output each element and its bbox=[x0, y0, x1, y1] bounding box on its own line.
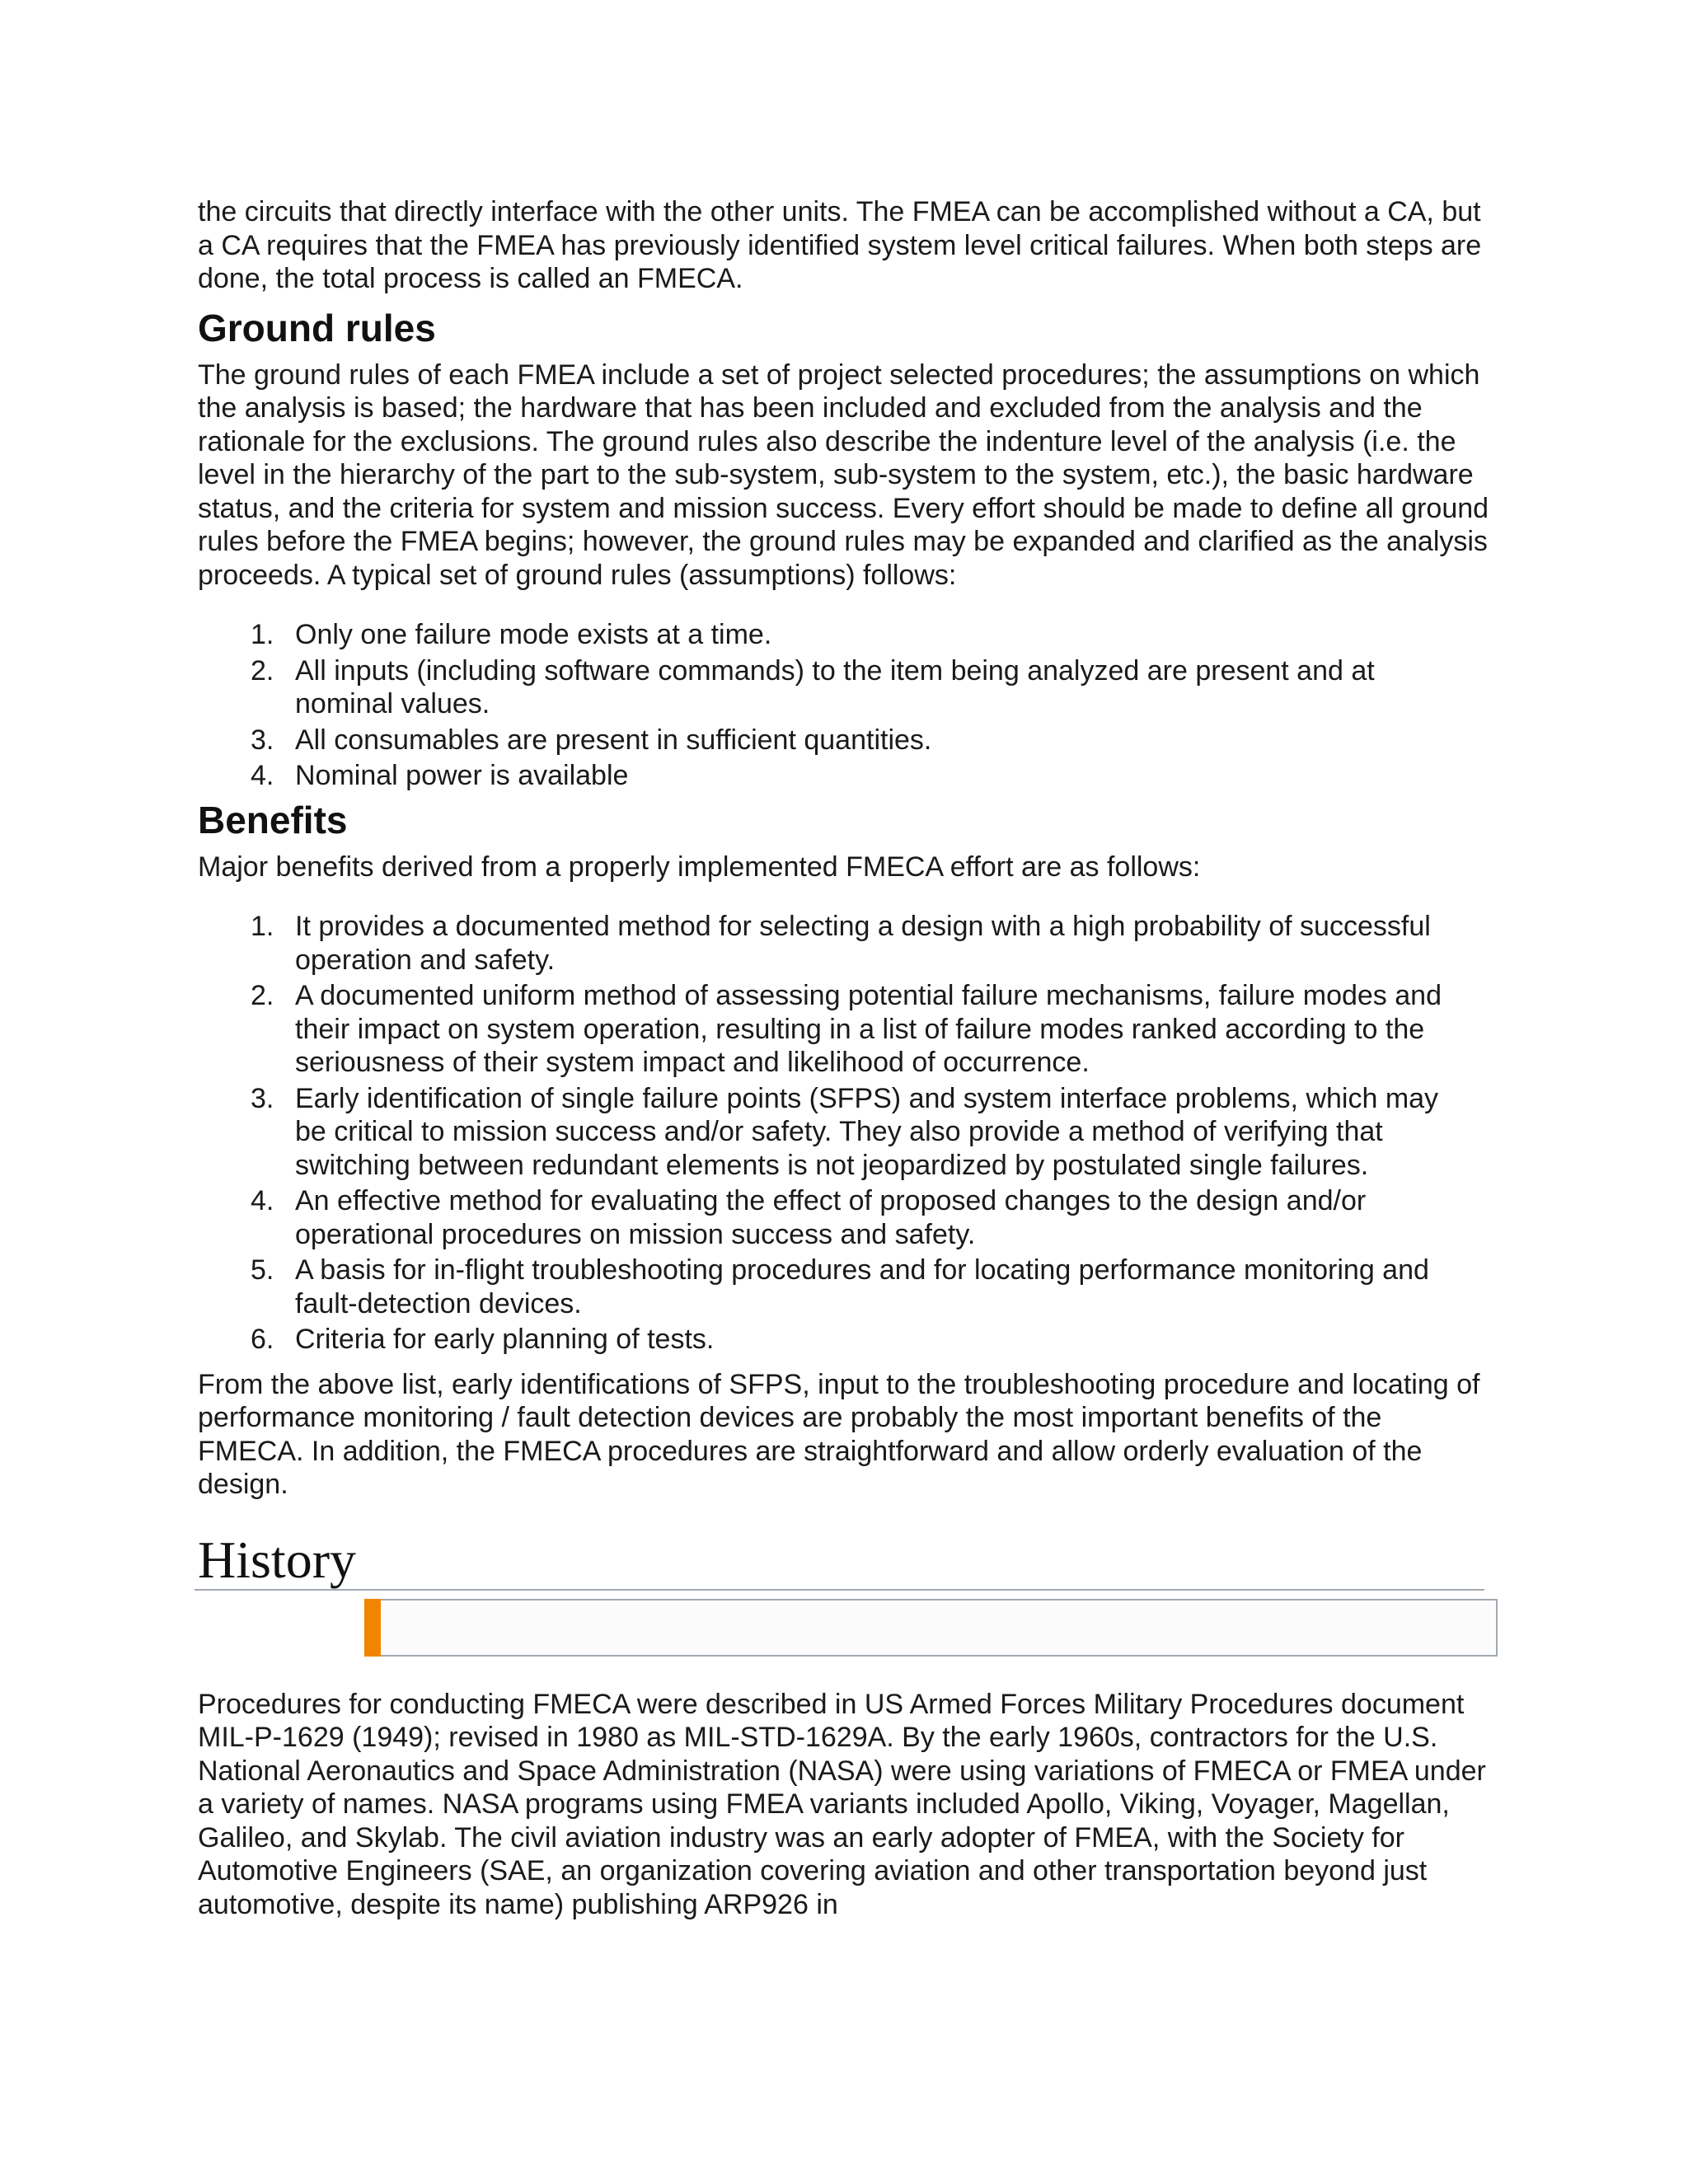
list-item: 6. Criteria for early planning of tests. bbox=[251, 1324, 715, 1355]
benefits-heading: Benefits bbox=[198, 798, 348, 841]
history-section bbox=[198, 1531, 1500, 1922]
list-item: 1. It provides a documented method for selecting a design with a high probability of successful operation and safety. bbox=[251, 911, 1431, 976]
list-item: 4. Nominal power is available bbox=[251, 760, 629, 791]
list-item: 3. All consumables are present in sufficient quantities. bbox=[251, 724, 932, 756]
benefits-conclusion: From the above list, early identifications of SFPS, input to the troubleshooting procedure and locating of performance monitoring / fault detection devices are probably the most important benefits of the FMECA. In addition, the FMECA procedures are straightforward and allow orderly evaluation of the design. bbox=[198, 1368, 1480, 1500]
ground-rules-paragraph: The ground rules of each FMEA include a set of project selected procedures; the assumptions on which the analysis is based; the hardware that has been included and excluded from the analysis and the rationale for the exclusions. The ground rules also describe the indenture level of the analysis (i.e. the level in the hierarchy of the part to the sub-system, sub-system to the system, etc.), the basic hardware status, and the criteria for system and mission success. Every effort should be made to define all ground rules before the FMEA begins; however, the ground rules may be expanded and clarified as the analysis proceeds. A typical set of ground rules (assumptions) follows: bbox=[198, 359, 1489, 591]
history-paragraph: Procedures for conducting FMECA were described in US Armed Forces Military Procedures document MIL-P-1629 (1949); revised in 1980 as MIL-STD-1629A. By the early 1960s, contractors for the U.S. National Aeronautics and Space Administration (NASA) were using variations of FMECA or FMEA under a variety of names. NASA programs using FMEA variants included Apollo, Viking, Voyager, Magellan, Galileo, and Skylab. The civil aviation industry was an early adopter of FMEA, with the Society for Automotive Engineers (SAE, an organization covering aviation and other transportation beyond just automotive, despite its name) publishing ARP926 in bbox=[198, 1688, 1486, 1920]
ground-rules-heading: Ground rules bbox=[198, 306, 436, 349]
history-heading: History bbox=[198, 1530, 356, 1589]
list-item: 3. Early identification of single failure points (SFPS) and system interface problems, which may be critical to mission success and/or safety. They also provide a method of verifying that switching between redundant elements is not jeopardized by postulated single failures. bbox=[251, 1082, 1439, 1181]
benefits-intro: Major benefits derived from a properly implemented FMECA effort are as follows: bbox=[198, 851, 1201, 883]
notice-accent-bar bbox=[364, 1599, 381, 1657]
document-page bbox=[198, 195, 1500, 1921]
notice-box bbox=[364, 1599, 1498, 1657]
intro-paragraph: the circuits that directly interface with the other units. The FMEA can be accomplished without a CA, but a CA requires that the FMEA has previously identified system level critical failures. When both steps are done, the total process is called an FMECA. bbox=[198, 196, 1482, 294]
benefits-list bbox=[198, 910, 1500, 1357]
list-item: 2. All inputs (including software commands) to the item being analyzed are present and at nominal values. bbox=[251, 654, 1375, 719]
list-item: 5. A basis for in-flight troubleshooting procedures and for locating performance monitoring and fault-detection devices. bbox=[251, 1254, 1429, 1319]
list-item: 4. An effective method for evaluating the effect of proposed changes to the design and/or operational procedures on mission success and safety. bbox=[251, 1185, 1367, 1250]
ground-rules-list bbox=[198, 618, 1500, 793]
list-item: 1. Only one failure mode exists at a time. bbox=[251, 619, 772, 650]
list-item: 2. A documented uniform method of assessing potential failure mechanisms, failure modes and their impact on system operation, resulting in a list of failure modes ranked according to the seriousness of their system impact and likelihood of occurrence. bbox=[251, 980, 1442, 1078]
section-divider bbox=[195, 1589, 1484, 1591]
